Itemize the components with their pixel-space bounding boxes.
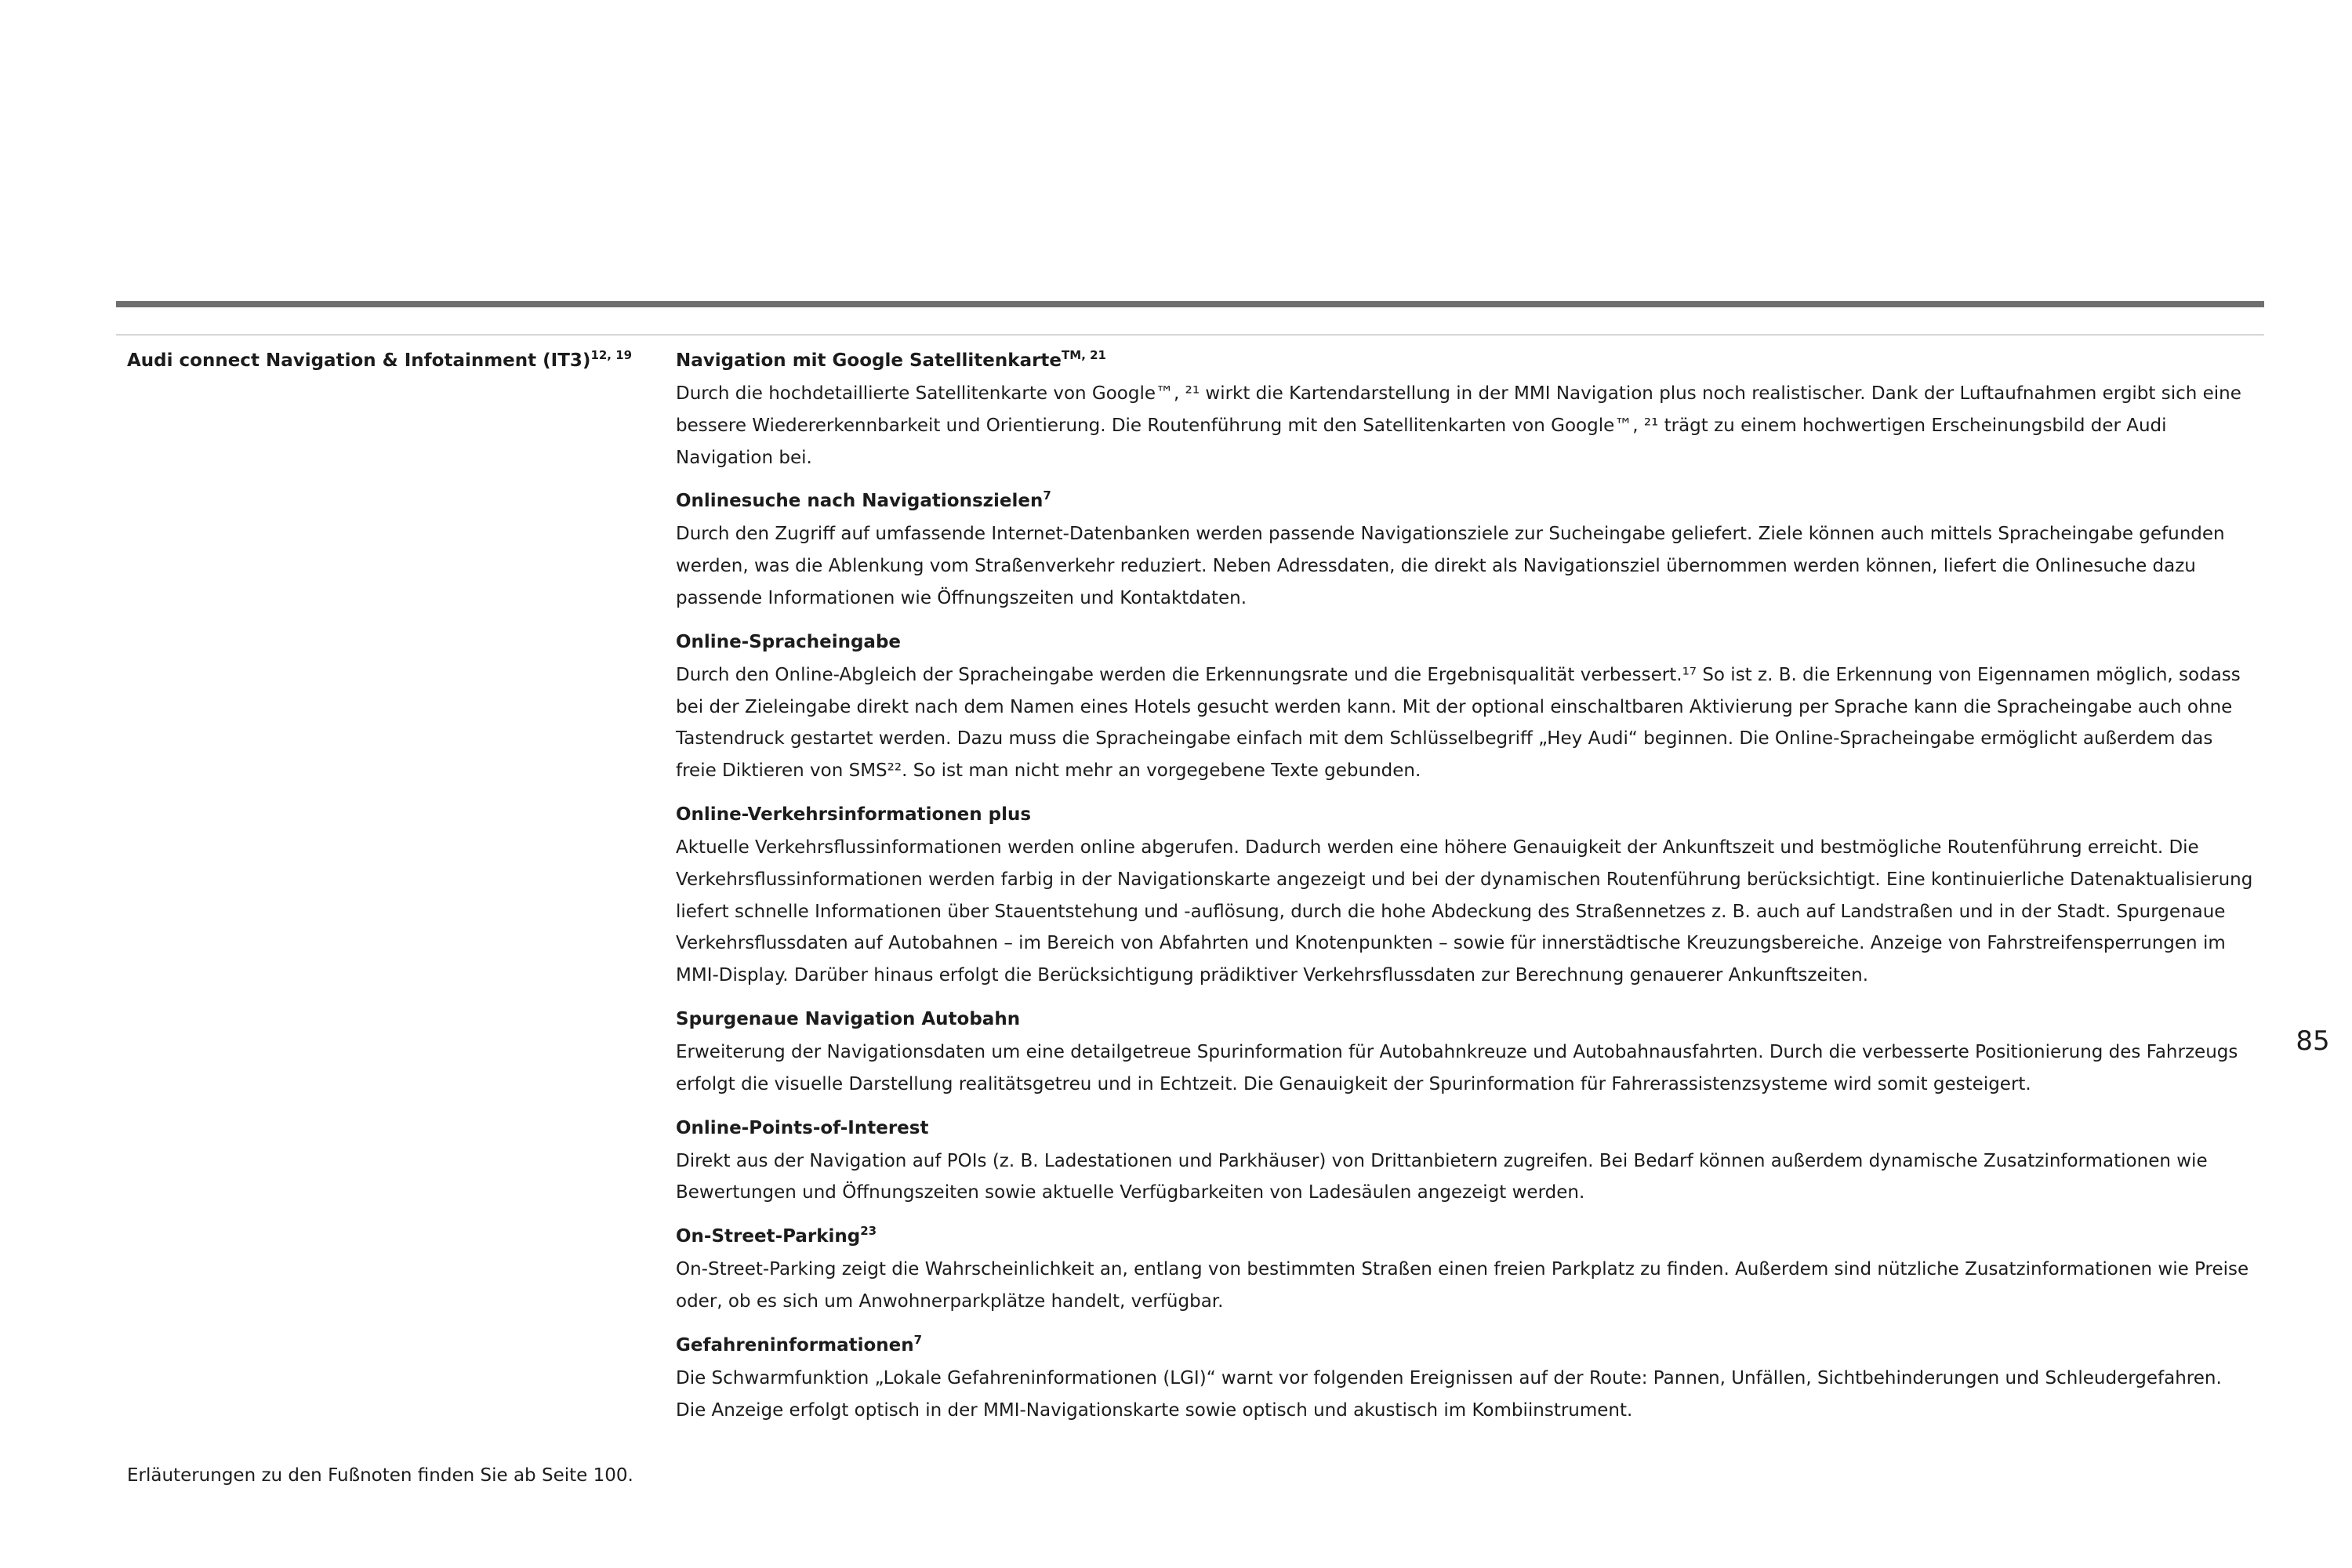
feature-block — [676, 630, 2256, 787]
feature-text: On-Street-Parking zeigt die Wahrscheinlichkeit an, entlang von bestimmten Straßen einen freien Parkplatz zu finden. Außerdem sind nützliche Zusatzinformationen wie Preise oder, ob es sich um Anwohnerparkplätze handelt, verfügbar. — [676, 1259, 2249, 1312]
feature-text: Die Schwarmfunktion „Lokale Gefahreninformationen (LGI)“ warnt vor folgenden Ereignissen auf der Route: Pannen, Unfällen, Sichtbehinderungen und Schleudergefahren. Die Anzeige erfolgt optisch in der MMI-Navigationskarte sowie optisch und akustisch im Kombiinstrument. — [676, 1367, 2222, 1421]
feature-block — [676, 1333, 2256, 1427]
feature-heading-text: Gefahreninformationen — [676, 1334, 914, 1356]
header-rule — [116, 301, 2264, 307]
feature-footnote-ref: 7 — [913, 1332, 923, 1347]
feature-heading-text: Online-Points-of-Interest — [676, 1117, 929, 1138]
feature-footnote-ref: 7 — [1043, 488, 1051, 503]
feature-block — [676, 802, 2256, 992]
feature-heading-text: Onlinesuche nach Navigationszielen — [676, 491, 1044, 512]
feature-heading — [676, 630, 2256, 655]
feature-heading-text: Online-Spracheingabe — [676, 631, 902, 652]
feature-block — [676, 1007, 2256, 1101]
feature-heading — [676, 348, 2256, 373]
section-title-footnote-ref: 12, 19 — [590, 348, 633, 362]
feature-heading — [676, 1333, 2256, 1358]
feature-heading — [676, 802, 2256, 827]
feature-footnote-ref: TM, 21 — [1062, 348, 1106, 362]
feature-text: Erweiterung der Navigationsdaten um eine detailgetreue Spurinformation für Autobahnkreuze und Autobahnausfahrten. Durch die verbesserte Positionierung des Fahrzeugs erfolgt die visuelle Darstellung realitätsgetreu und in Echtzeit. Die Genauigkeit der Spurinformation für Fahrerassistenzsysteme wird somit gesteigert. — [676, 1041, 2238, 1094]
footnote-reference: Erläuterungen zu den Fußnoten finden Sie ab Seite 100. — [127, 1465, 633, 1486]
feature-heading — [676, 1116, 2256, 1141]
feature-footnote-ref: 23 — [860, 1224, 877, 1239]
feature-text: Direkt aus der Navigation auf POIs (z. B. Ladestationen und Parkhäuser) von Drittanbietern zugreifen. Bei Bedarf können außerdem dynamische Zusatzinformationen wie Bewertungen und Öffnungszeiten sowie aktuelle Verfügbarkeiten von Ladesäulen angezeigt werden. — [676, 1150, 2208, 1203]
feature-block — [676, 1116, 2256, 1210]
section-title — [127, 348, 644, 373]
feature-heading-text: Navigation mit Google Satellitenkarte — [676, 350, 1062, 371]
feature-list — [676, 348, 2256, 1441]
feature-heading-text: On-Street-Parking — [676, 1226, 861, 1247]
feature-heading — [676, 1224, 2256, 1249]
feature-text: Durch die hochdetaillierte Satellitenkarte von Google™, ²¹ wirkt die Kartendarstellung in der MMI Navigation plus noch realistischer. Dank der Luftaufnahmen ergibt sich eine bessere Wiedererkennbarkeit und Orientierung. Die Routenführung mit den Satellitenkarten von Google™, ²¹ trägt zu einem hochwertigen Erscheinungsbild der Audi Navigation bei. — [676, 383, 2241, 468]
feature-text: Aktuelle Verkehrsflussinformationen werden online abgerufen. Dadurch werden eine höhere Genauigkeit der Ankunftszeit und bestmögliche Routenführung erreicht. Die Verkehrsflussinformationen werden farbig in der Navigationskarte angezeigt und bei der dynamischen Routenführung berücksichtigt. Eine kontinuierliche Datenaktualisierung liefert schnelle Informationen über Stauentstehung und -auflösung, durch die hohe Abdeckung des Straßennetzes z. B. auch auf Landstraßen und in der Stadt. Spurgenaue Verkehrsflussdaten auf Autobahnen – im Bereich von Abfahrten und Knotenpunkten – sowie für innerstädtische Kreuzungsbereiche. Anzeige von Fahrstreifensperrungen im MMI-Display. Darüber hinaus erfolgt die Berücksichtigung prädiktiver Verkehrsflussdaten zur Berechnung genauerer Ankunftszeiten. — [676, 837, 2253, 986]
feature-heading-text: Spurgenaue Navigation Autobahn — [676, 1008, 1021, 1029]
page-number: 85 — [2296, 1025, 2330, 1057]
table-divider — [116, 334, 2264, 336]
feature-heading-text: Online-Verkehrsinformationen plus — [676, 804, 1032, 825]
feature-text: Durch den Zugriff auf umfassende Internet-Datenbanken werden passende Navigationsziele zur Sucheingabe geliefert. Ziele können auch mittels Spracheingabe gefunden werden, was die Ablenkung vom Straßenverkehr reduziert. Neben Adressdaten, die direkt als Navigationsziel übernommen werden können, liefert die Onlinesuche dazu passende Informationen wie Öffnungszeiten und Kontaktdaten. — [676, 524, 2225, 608]
feature-block — [676, 348, 2256, 474]
feature-block — [676, 1224, 2256, 1318]
feature-block — [676, 488, 2256, 614]
feature-text: Durch den Online-Abgleich der Spracheingabe werden die Erkennungsrate und die Ergebnisqualität verbessert.¹⁷ So ist z. B. die Erkennung von Eigennamen möglich, sodass bei der Zieleingabe direkt nach dem Namen eines Hotels gesucht werden kann. Mit der optional einschaltbaren Aktivierung per Sprache kann die Spracheingabe auch ohne Tastendruck gestartet werden. Dazu muss die Spracheingabe einfach mit dem Schlüsselbegriff „Hey Audi“ beginnen. Die Online-Spracheingabe ermöglicht außerdem das freie Diktieren von SMS²². So ist man nicht mehr an vorgegebene Texte gebunden. — [676, 664, 2241, 782]
feature-heading — [676, 1007, 2256, 1032]
feature-heading — [676, 488, 2256, 514]
section-title-text: Audi connect Navigation & Infotainment (IT3) — [127, 350, 591, 371]
